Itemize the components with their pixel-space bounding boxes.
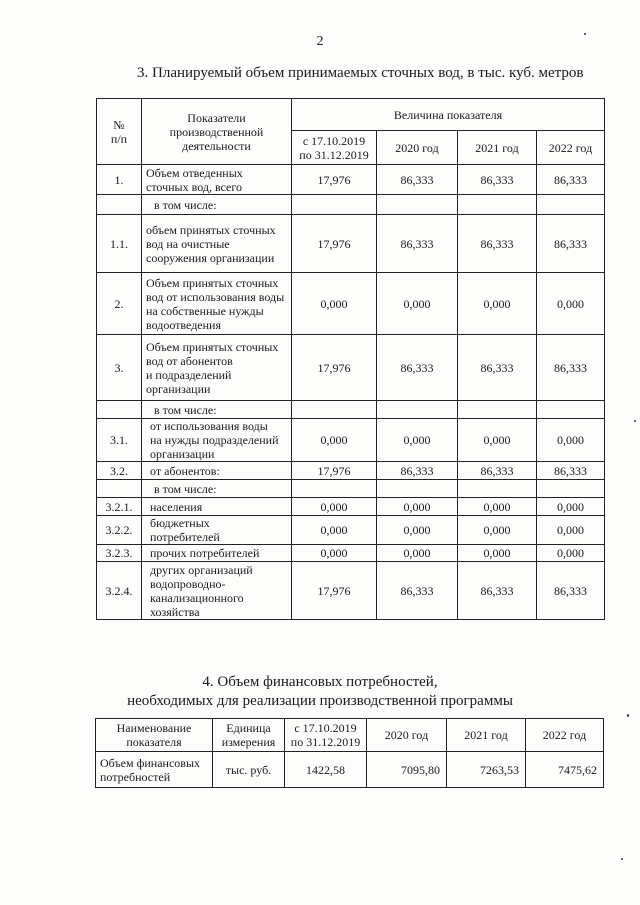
row-value: 86,333 [458,215,537,273]
row-number: 1. [97,165,142,195]
scan-speck [621,858,623,860]
row-value: 86,333 [537,215,605,273]
row-indicator: населения [142,498,292,516]
row-number: 3.2.3. [97,545,142,562]
row-value: 0,000 [377,273,458,335]
scan-speck [634,420,636,422]
row-value: 86,333 [458,165,537,195]
row-value: 0,000 [292,273,377,335]
table-row [97,545,605,562]
row-indicator: от абонентов: [142,462,292,480]
row-value: 17,976 [292,335,377,401]
t2-row-name: Объем финансовых потребностей [96,752,213,788]
row-value: 86,333 [377,165,458,195]
t2-header-name: Наименование показателя [96,719,213,752]
row-value: 86,333 [377,462,458,480]
row-value: 0,000 [537,545,605,562]
row-value [292,195,377,215]
row-value [458,195,537,215]
subsection-label: в том числе: [142,401,292,419]
row-value: 86,333 [458,562,537,620]
row-indicator: от использования воды на нужды подразделений организации [142,419,292,462]
row-value: 0,000 [537,498,605,516]
row-value [458,401,537,419]
row-value: 0,000 [292,516,377,545]
table-row [97,562,605,620]
table1-body [97,165,605,620]
row-value [377,401,458,419]
t2-header-2020: 2020 год [367,719,447,752]
t2-row-unit: тыс. руб. [213,752,285,788]
row-value: 0,000 [377,516,458,545]
row-value [377,480,458,498]
t2-header-2021: 2021 год [447,719,526,752]
table-row [97,498,605,516]
row-indicator: Объем принятых сточных вод от абонентов и подразделений организации [142,335,292,401]
header-num: № п/п [97,99,142,165]
row-value: 0,000 [458,516,537,545]
row-indicator: бюджетных потребителей [142,516,292,545]
row-indicator: Объем отведенных сточных вод, всего [142,165,292,195]
table-row [97,195,605,215]
row-number: 3.1. [97,419,142,462]
table-row [97,480,605,498]
row-indicator: объем принятых сточных вод на очистные сооружения организации [142,215,292,273]
row-value: 0,000 [458,419,537,462]
row-value: 86,333 [458,462,537,480]
header-indicator: Показатели производственной деятельности [142,99,292,165]
header-value-group: Величина показателя [292,99,605,131]
scan-speck [584,33,586,35]
t2-header-2022: 2022 год [526,719,604,752]
row-number [97,480,142,498]
row-number: 2. [97,273,142,335]
row-value: 0,000 [292,419,377,462]
table-row [97,273,605,335]
row-value: 86,333 [537,562,605,620]
t2-header-unit: Единица измерения [213,719,285,752]
row-value [537,195,605,215]
header-2022: 2022 год [537,131,605,165]
t2-value-2022: 7475,62 [526,752,604,788]
row-value [377,195,458,215]
header-2021: 2021 год [458,131,537,165]
row-value: 0,000 [458,545,537,562]
table2-title: 4. Объем финансовых потребностей, необходимых для реализации производственной программы [127,674,513,709]
row-value [458,480,537,498]
subsection-label: в том числе: [142,480,292,498]
row-value: 86,333 [377,335,458,401]
row-value: 86,333 [537,462,605,480]
row-value: 0,000 [377,498,458,516]
row-indicator: других организаций водопроводно- канализационного хозяйства [142,562,292,620]
t2-value-2020: 7095,80 [367,752,447,788]
page-number: 2 [316,34,324,49]
table-row [97,516,605,545]
t2-value-period: 1422,58 [285,752,367,788]
table-row [97,401,605,419]
row-number: 3.2.4. [97,562,142,620]
row-value: 0,000 [458,498,537,516]
header-2020: 2020 год [377,131,458,165]
row-number: 3.2.2. [97,516,142,545]
table-row [97,165,605,195]
row-number [97,401,142,419]
subsection-label: в том числе: [142,195,292,215]
table1-title: 3. Планируемый объем принимаемых сточных вод, в тыс. куб. метров [137,65,584,81]
row-value: 0,000 [292,545,377,562]
row-value: 17,976 [292,215,377,273]
row-value: 0,000 [537,273,605,335]
row-number: 3.2. [97,462,142,480]
row-value: 17,976 [292,165,377,195]
row-value [537,401,605,419]
table-row [97,335,605,401]
row-value: 0,000 [377,545,458,562]
header-period: с 17.10.2019 по 31.12.2019 [292,131,377,165]
t2-value-2021: 7263,53 [447,752,526,788]
table-row [96,752,604,788]
row-value: 17,976 [292,562,377,620]
row-value: 17,976 [292,462,377,480]
row-value: 0,000 [292,498,377,516]
row-value: 0,000 [537,516,605,545]
row-number: 3.2.1. [97,498,142,516]
row-value [292,480,377,498]
financial-needs-table [95,718,604,788]
row-number [97,195,142,215]
row-value [537,480,605,498]
row-value [292,401,377,419]
water-volume-table [96,98,605,620]
row-indicator: Объем принятых сточных вод от использования воды на собственные нужды водоотведения [142,273,292,335]
row-indicator: прочих потребителей [142,545,292,562]
table-row [97,419,605,462]
row-value: 86,333 [537,335,605,401]
row-value: 86,333 [537,165,605,195]
t2-header-period: с 17.10.2019 по 31.12.2019 [285,719,367,752]
row-number: 3. [97,335,142,401]
row-value: 86,333 [377,215,458,273]
row-value: 86,333 [377,562,458,620]
row-value: 86,333 [458,335,537,401]
row-value: 0,000 [458,273,537,335]
row-value: 0,000 [377,419,458,462]
scan-speck [627,714,629,717]
table-row [97,215,605,273]
row-number: 1.1. [97,215,142,273]
table-row [97,462,605,480]
row-value: 0,000 [537,419,605,462]
